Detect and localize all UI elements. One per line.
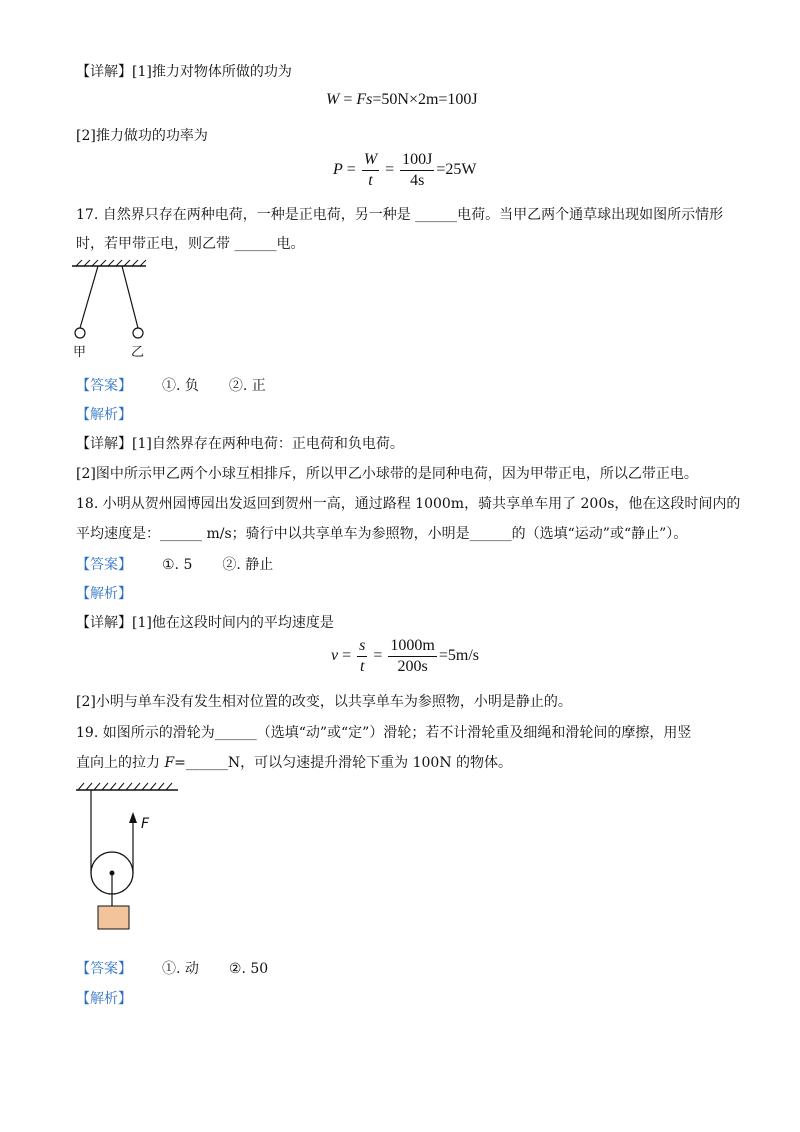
q17-answer [76,377,266,395]
ceiling-hatch [78,783,172,790]
formula-work: W = Fs=50N×2m=100J [326,91,478,108]
fraction-s-over-t: $\frac{s}{t}$ [359,637,366,675]
formula-power: P = $\frac{W}{t}$ = $\frac{100J}{4s}$ =25W [333,151,477,189]
answer-1: ①. 负 [162,378,199,394]
force-label: F [141,816,150,832]
q16-detail-2: [2]推力做功的功率为 [76,128,208,144]
ceiling-hatch [76,260,146,266]
pulley-figure [74,780,184,935]
answer-tag: 【答案】 [76,557,132,573]
thread-right [122,266,138,328]
fraction-w-over-t: $\frac{W}{t}$ [363,151,378,189]
q18-answer [76,556,273,574]
answer-2: ②. 50 [228,961,269,977]
label-jia: 甲 [73,345,87,360]
q18-detail-2: [2]小明与单车没有发生相对位置的改变，以共享单车为参照物，小明是静止的。 [76,694,572,710]
pith-ball-figure [70,258,160,362]
formula-velocity: v = $\frac{s}{t}$ = $\frac{1000m}{200s}$ =5m/s [331,637,479,675]
q17-detail-1: 【详解】[1]自然界存在两种电荷：正电荷和负电荷。 [76,436,404,452]
thread-left [80,266,98,328]
q18-stem-line-1: 18. 小明从贺州园博园出发返回到贺州一高，通过路程 1000m，骑共享单车用了 200s，他在这段时间内的 [76,496,741,512]
q16-detail-1 [76,63,292,81]
q19-answer [76,960,268,978]
label-yi: 乙 [131,345,145,360]
q18-analysis-tag: 【解析】 [76,586,132,602]
detail-tag: 【详解】 [76,64,132,80]
ball-jia [75,328,85,338]
answer-tag: 【答案】 [76,378,132,394]
q18-stem-line-2: 平均速度是：______ m/s；骑行中以共享单车为参照物，小明是______的（选填“运动”或“静止”）。 [76,526,688,542]
fraction-values: $\frac{1000m}{200s}$ [390,637,435,675]
answer-2: ②. 正 [228,378,266,394]
q17-stem-line-2: 时，若甲带正电，则乙带 ______电。 [76,236,305,252]
answer-tag: 【答案】 [76,961,132,977]
answer-1: ①. 5 [162,557,193,573]
ball-yi [133,328,143,338]
detail-text: [1]推力对物体所做的功为 [132,64,292,80]
q17-stem-line-1: 17. 自然界只存在两种电荷，一种是正电荷，另一种是 ______电荷。当甲乙两个通草球出现如图所示情形 [76,207,724,223]
answer-1: ①. 动 [162,961,199,977]
q19-stem-line-2: 直向上的拉力 F=______N，可以匀速提升滑轮下重为 100N 的物体。 [76,755,513,771]
fraction-values: $\frac{100J}{4s}$ [402,151,433,189]
force-arrow-icon [129,812,137,823]
q19-stem-line-1: 19. 如图所示的滑轮为______（选填“动”或“定”）滑轮；若不计滑轮重及细绳和滑轮间的摩擦，用竖 [76,725,692,741]
q17-detail-2: [2]图中所示甲乙两个小球互相排斥，所以甲乙小球带的是同种电荷，因为甲带正电，所以乙带正电。 [76,466,698,482]
answer-2: ②. 静止 [222,557,274,573]
weight-block [98,906,129,929]
q19-analysis-tag: 【解析】 [76,991,132,1007]
q18-detail-1: 【详解】[1]他在这段时间内的平均速度是 [76,615,334,631]
q17-analysis-tag: 【解析】 [76,407,132,423]
